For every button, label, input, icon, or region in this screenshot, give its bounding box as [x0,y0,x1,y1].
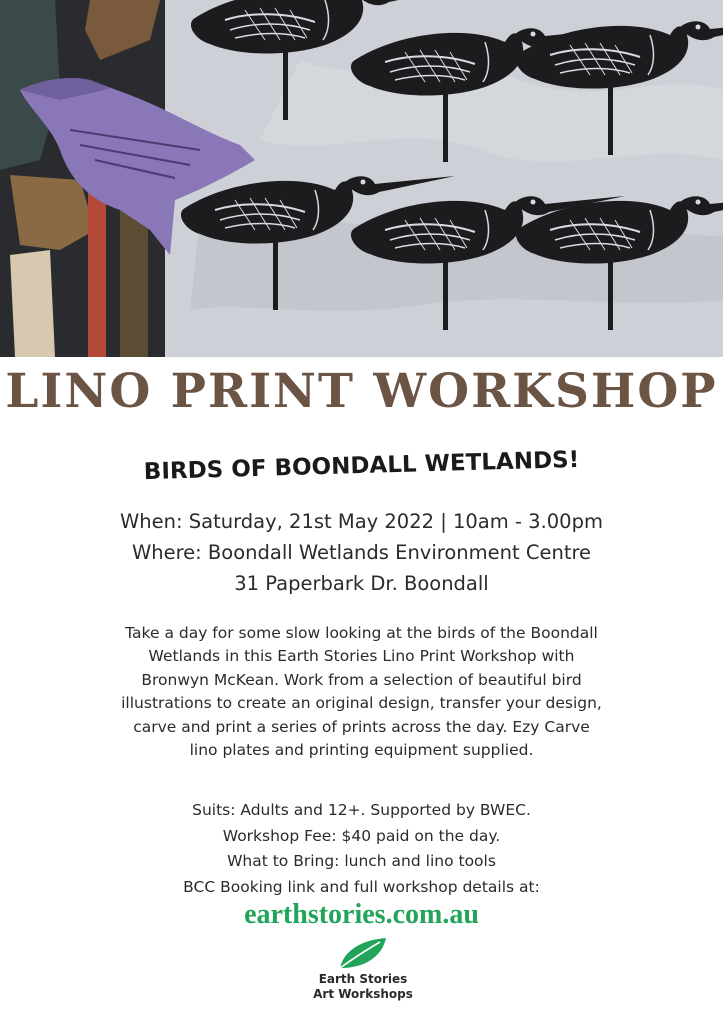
description-line: carve and print a series of prints across the day. Ezy Carve [133,717,590,736]
earth-stories-logo [311,936,415,1016]
description-line: Bronwyn McKean. Work from a selection of beautiful bird [141,670,582,689]
lino-print-illustration [0,0,723,357]
hero-photo-lino-birds [0,0,723,357]
event-when: When: Saturday, 21st May 2022 | 10am - 3.00pm [120,510,603,533]
info-suits: Suits: Adults and 12+. Supported by BWEC. [192,801,531,819]
description-line: Wetlands in this Earth Stories Lino Print Workshop with [148,647,575,666]
event-where: Where: Boondall Wetlands Environment Centre [131,541,592,564]
description-line: Take a day for some slow looking at the birds of the Boondall [125,624,598,642]
event-details [0,506,723,599]
logo-line-2: Art Workshops [313,987,413,1001]
description-line: lino plates and printing equipment supplied. [189,741,534,760]
logo-line-1: Earth Stories [318,972,408,986]
workshop-description [60,622,663,762]
info-booking: BCC Booking link and full workshop details at: [183,877,540,896]
event-address: 31 Paperbark Dr. Boondall [234,572,489,595]
workshop-info [0,798,723,900]
leaf-icon [336,936,390,972]
description-line: illustrations to create an original design, transfer your design, [121,694,602,713]
info-bring: What to Bring: lunch and lino tools [227,852,496,870]
info-fee: Workshop Fee: $40 paid on the day. [222,826,501,845]
workshop-subtitle: BIRDS OF BOONDALL WETLANDS! [143,446,580,486]
workshop-title: LINO PRINT WORKSHOP [5,364,718,419]
website-link[interactable]: earthstories.com.au [244,899,479,930]
